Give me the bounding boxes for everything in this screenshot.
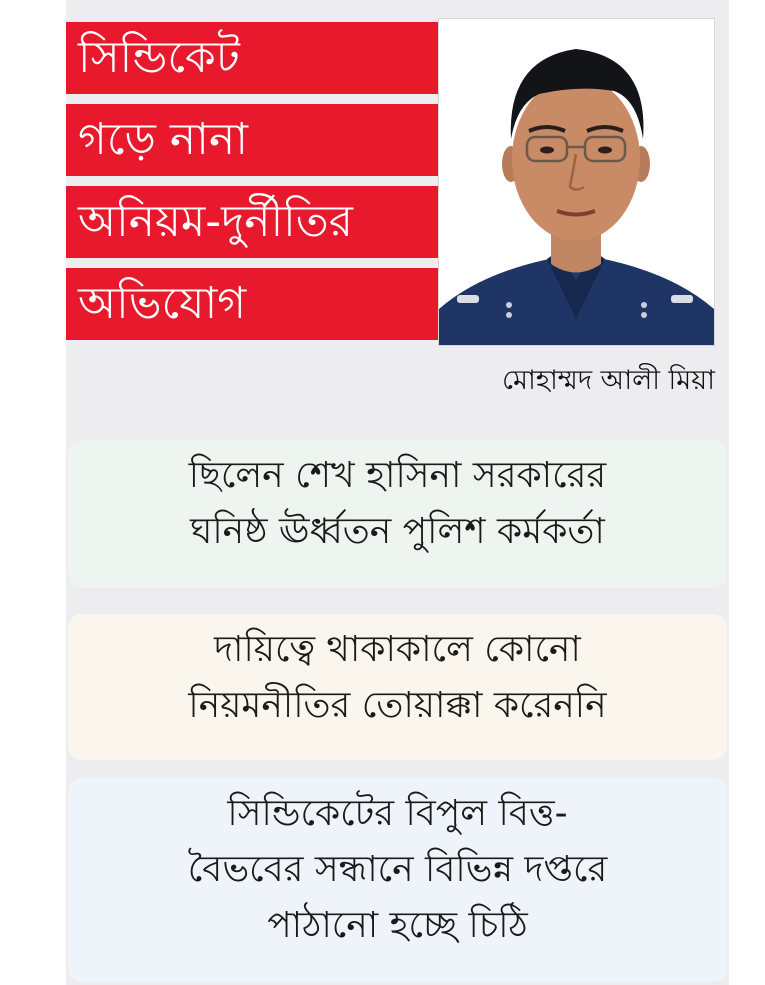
statement-2-line-1: দায়িত্বে থাকাকালে কোনো: [214, 629, 581, 670]
statement-card-2: [68, 614, 727, 760]
headline-line-2: গড়ে নানা: [66, 104, 438, 176]
headline-line-3: অনিয়ম-দুর্নীতির: [66, 186, 438, 258]
statement-3-line-1: সিন্ডিকেটের বিপুল বিত্ত-: [227, 793, 568, 834]
headline-line-1: সিন্ডিকেট: [66, 22, 438, 94]
statement-card-3: [68, 778, 727, 982]
portrait-photo: [438, 18, 715, 346]
statement-3-line-3: পাঠানো হচ্ছে চিঠি: [267, 905, 528, 946]
statement-2-line-2: নিয়মনীতির তোয়াক্কা করেননি: [188, 685, 607, 726]
statement-3-line-2: বৈভবের সন্ধানে বিভিন্ন দপ্তরে: [187, 849, 608, 890]
statement-card-1: [68, 440, 727, 588]
statement-1-line-1: ছিলেন শেখ হাসিনা সরকারের: [188, 455, 607, 496]
photo-caption: মোহাম্মদ আলী মিয়া: [502, 365, 715, 396]
statement-1-line-2: ঘনিষ্ঠ ঊর্ধ্বতন পুলিশ কর্মকর্তা: [190, 511, 605, 552]
police-officer-portrait: [439, 19, 714, 345]
headline-line-4: অভিযোগ: [66, 268, 438, 340]
